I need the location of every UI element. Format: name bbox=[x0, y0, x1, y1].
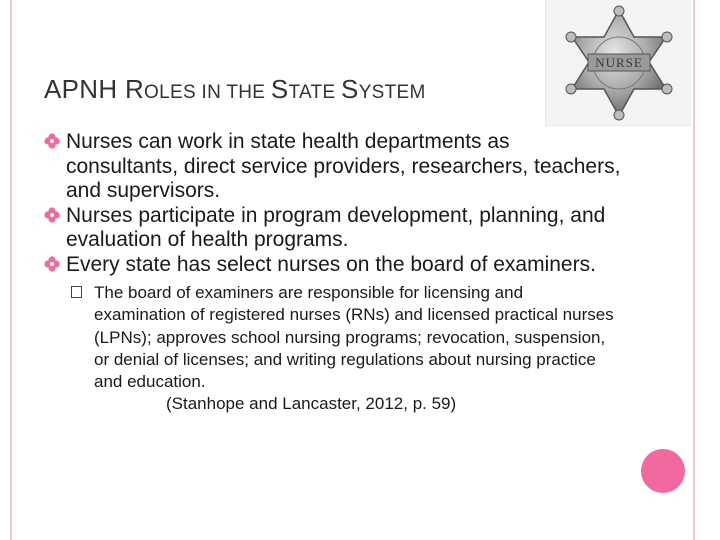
bullet-list bbox=[44, 130, 624, 416]
nurse-badge-image bbox=[545, 0, 691, 126]
slide-title: APNH ROLES IN THE STATE SYSTEM bbox=[44, 74, 426, 104]
decorative-pink-circle bbox=[641, 449, 685, 493]
nurse-star-badge-icon bbox=[554, 2, 684, 122]
citation: (Stanhope and Lancaster, 2012, p. 59) bbox=[166, 394, 457, 414]
sub-list-item bbox=[69, 282, 614, 416]
bullet-text: Every state has select nurses on the board of examiners. bbox=[66, 252, 596, 276]
list-item bbox=[44, 130, 624, 204]
checkbox-bullet-icon bbox=[71, 286, 82, 298]
pink-flower-bullet-icon bbox=[44, 207, 60, 223]
list-item bbox=[44, 204, 624, 253]
bullet-text: Nurses participate in program development, planning, and evaluation of health programs. bbox=[66, 203, 606, 251]
badge-text: NURSE bbox=[595, 55, 643, 70]
bullet-text: Nurses can work in state health departments as consultants, direct service providers, researchers, teachers, and supervisors. bbox=[66, 130, 621, 202]
list-item bbox=[44, 253, 624, 278]
pink-flower-bullet-icon bbox=[44, 256, 60, 272]
sub-bullet-text: The board of examiners are responsible for licensing and examination of registered nurses (RNs) and licensed practical nurses (LPNs); approves school nursing programs; revocation, suspension, or denial of licenses; and writing regulations about nursing practice and education. bbox=[94, 283, 614, 392]
pink-flower-bullet-icon bbox=[44, 133, 60, 149]
